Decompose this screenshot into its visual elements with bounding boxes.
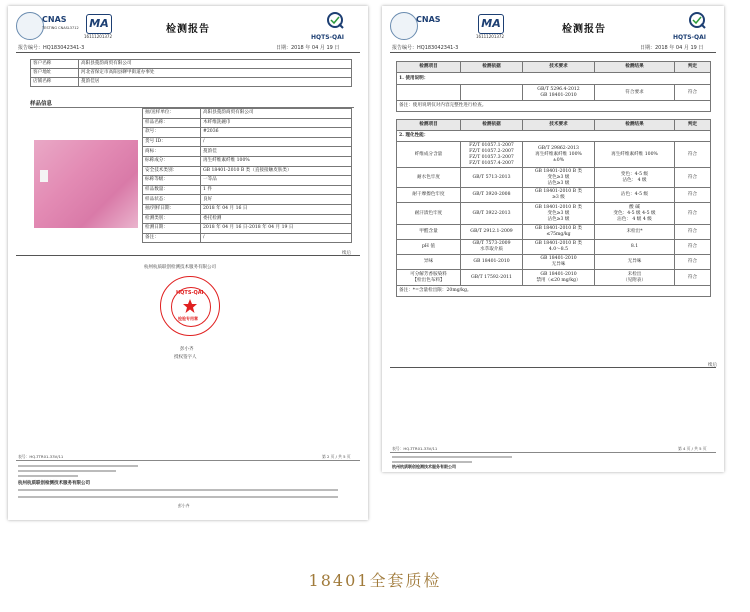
requirement-cell: GB 18401-2010 B 类 4.0～8.5 [523, 240, 595, 255]
judgement-cell: 符合 [675, 255, 711, 270]
page-number: 第 4 页 / 共 5 页 [678, 446, 707, 451]
cnas-sub-label: TESTING CNASL3712 [42, 26, 79, 30]
report-title: 检测报告 [166, 24, 210, 35]
report-title: 检测报告 [562, 24, 606, 35]
sample-row [143, 118, 352, 128]
item-cell: 耐汗渍色牢度 [397, 203, 461, 225]
sample-label: 样品数量： [143, 185, 201, 195]
result-cell: 8.1 [595, 240, 675, 255]
ma-number: 16111201372 [476, 34, 504, 39]
signer-name: 彭小齐 [180, 347, 194, 352]
column-header: 技术要求 [523, 62, 595, 73]
result-cell: 无异味 [595, 255, 675, 270]
header-rule [16, 52, 360, 53]
table-header-row [397, 120, 711, 131]
footer-company: 杭州杭质联创检测技术服务有限公司 [18, 481, 90, 486]
signer-title: 授权签字人 [174, 355, 197, 360]
sample-label: 标称等级： [143, 176, 201, 186]
result-cell: 酸 碱 变色：4-5 级 4-5 级 沾色： 4 级 4 级 [595, 203, 675, 225]
column-header: 判定 [675, 62, 711, 73]
item-cell [397, 85, 461, 101]
result-cell: 符合要求 [595, 85, 675, 101]
sample-row [143, 224, 352, 234]
sample-label: 安全技术类别： [143, 166, 201, 176]
seal-bottom-text: 检验专用章 [178, 316, 198, 321]
sample-row [143, 166, 352, 176]
sample-row [143, 233, 352, 243]
requirement-cell: GB/T 29862-2013 再生纤维素纤维 100% ±0% [523, 142, 595, 168]
requirement-cell: GB 18401-2010 B 类 变色≥3 级 沾色≥3 级 [523, 168, 595, 188]
judgement-cell: 符合 [675, 270, 711, 286]
cnas-logo-icon [390, 12, 418, 40]
requirement-cell: GB 18401-2010 B 类 ≤75mg/kg [523, 225, 595, 240]
judgement-cell: 符合 [675, 188, 711, 203]
table-row [397, 270, 711, 286]
sample-info-table [142, 108, 352, 243]
report-page-4 [382, 6, 724, 472]
client-value: 河北省保定市高阳县聊甲街道办事处 [79, 69, 352, 78]
column-header: 检测项目 [397, 62, 461, 73]
sample-label: 款号： [143, 128, 201, 138]
continued-note: 续后 [342, 251, 351, 256]
sample-value: GB 18401-2010 B 类（直接接触皮肤类） [201, 166, 352, 176]
judgement-cell: 符合 [675, 85, 711, 101]
sample-value: / [201, 233, 352, 243]
ma-number: 16111201372 [84, 34, 112, 39]
result-cell: 未检出 （见附表） [595, 270, 675, 286]
sample-value: 木纤维洗碗巾 [201, 118, 352, 128]
client-info-table [30, 59, 352, 87]
sample-row [143, 204, 352, 214]
hqts-logo-icon [680, 10, 714, 34]
sample-row [143, 214, 352, 224]
sample-value: 2018 年 04 月 16 日-2018 年 04 月 19 日 [201, 224, 352, 234]
sample-value: 委托检测 [201, 214, 352, 224]
requirement-cell: GB 18401-2010 B 类 ≥3 级 [523, 188, 595, 203]
sample-row [143, 147, 352, 157]
usage-section-title: 1. 使用说明： [397, 73, 711, 85]
table-header-row [397, 62, 711, 73]
sample-label: 抽/送样单位： [143, 109, 201, 119]
sample-label: 货号 ID： [143, 137, 201, 147]
judgement-cell: 符合 [675, 203, 711, 225]
result-cell: 未检出* [595, 225, 675, 240]
report-date: 日期：2018 年 04 月 19 日 [640, 45, 704, 51]
sample-label: 抽/到样日期： [143, 204, 201, 214]
column-header: 技术要求 [523, 120, 595, 131]
column-header: 检测依据 [461, 120, 523, 131]
report-page-2 [8, 6, 368, 520]
sample-row [143, 195, 352, 205]
judgement-cell: 符合 [675, 168, 711, 188]
hqts-logo-icon [318, 10, 352, 34]
sample-value: 蔓韵佳 [201, 147, 352, 157]
table-row [397, 240, 711, 255]
sample-section-title: 样品信息 [30, 101, 53, 107]
sample-value: / [201, 137, 352, 147]
footer-company: 杭州杭质联创检测技术服务有限公司 [392, 464, 456, 469]
basis-cell: GB/T 2912.1-2009 [461, 225, 523, 240]
sample-value: 良好 [201, 195, 352, 205]
sample-value: 一等品 [201, 176, 352, 186]
item-cell: 甲醛含量 [397, 225, 461, 240]
company-seal [160, 276, 220, 336]
sample-row [143, 156, 352, 166]
sample-row [143, 109, 352, 119]
physchem-section-title: 2. 理化性能： [397, 131, 711, 142]
sample-row [143, 185, 352, 195]
column-header: 判定 [675, 120, 711, 131]
column-header: 检测结果 [595, 120, 675, 131]
sample-row [143, 176, 352, 186]
item-cell: 可分解芳香胺染料 【检出色布料】 [397, 270, 461, 286]
judgement-cell: 符合 [675, 225, 711, 240]
sample-row [143, 137, 352, 147]
result-cell: 变色：4-5 级 沾色： 4 级 [595, 168, 675, 188]
column-header: 检测项目 [397, 120, 461, 131]
result-cell: 沾色：4-5 级 [595, 188, 675, 203]
requirement-cell: GB 18401-2010 禁用（≤20 mg/kg） [523, 270, 595, 286]
page-number: 第 2 页 / 共 5 页 [322, 454, 351, 459]
basis-cell: FZ/T 01057.1-2007 FZ/T 01057.2-2007 FZ/T 01057.3-2007 FZ/T 01057.4-2007 [461, 142, 523, 168]
ma-logo: MA [478, 14, 504, 34]
sample-label: 样品名称： [143, 118, 201, 128]
sample-label: 商标： [143, 147, 201, 157]
item-cell: 异味 [397, 255, 461, 270]
client-value: 高阳县蔓韵商贸有限公司 [79, 60, 352, 69]
basis-cell: GB/T 3922-2013 [461, 203, 523, 225]
report-header [8, 6, 368, 46]
test-results-table [396, 61, 711, 297]
issuer-company: 杭州杭质联创检测技术服务有限公司 [144, 265, 216, 270]
table-row [397, 255, 711, 270]
basis-cell: GB/T 7573-2009 水萃取介质 [461, 240, 523, 255]
usage-note: 备注：使用说明仅对内容完整性进行检查。 [397, 101, 711, 112]
judgement-cell: 符合 [675, 240, 711, 255]
sample-value: 1 件 [201, 185, 352, 195]
column-header: 检测结果 [595, 62, 675, 73]
table-row [397, 188, 711, 203]
sample-label: 备注： [143, 233, 201, 243]
image-caption: 18401全套质检 [308, 571, 442, 590]
requirement-cell: GB/T 5296.4-2012 GB 18401-2010 [523, 85, 595, 101]
column-header: 检测依据 [461, 62, 523, 73]
report-number: 报告编号：HQ183042341-3 [392, 45, 459, 51]
basis-cell: GB 18401-2010 [461, 255, 523, 270]
basis-cell: GB/T 17592-2011 [461, 270, 523, 286]
client-label: 店铺名称 [31, 78, 79, 87]
cnas-logo-icon [16, 12, 44, 40]
client-value: 蔓韵佳居 [79, 78, 352, 87]
cnas-label: CNAS [42, 15, 67, 24]
sample-label: 检测类别： [143, 214, 201, 224]
hqts-label: HQTS-QAI [311, 34, 345, 41]
sample-label: 标称成分： [143, 156, 201, 166]
sample-value: 2018 年 04 月 16 日 [201, 204, 352, 214]
sample-value: 再生纤维素纤维 100% [201, 156, 352, 166]
item-cell: 耐干摩擦色牢度 [397, 188, 461, 203]
sample-value: #2036 [201, 128, 352, 138]
sample-label-tag [40, 170, 48, 182]
form-code: 表号：HQ-TTR01-33V/11 [392, 446, 438, 451]
client-row [31, 60, 352, 69]
table-row [397, 168, 711, 188]
result-cell: 再生纤维素纤维 100% [595, 142, 675, 168]
table-row [397, 203, 711, 225]
client-label: 客户名称 [31, 60, 79, 69]
client-row [31, 78, 352, 87]
sample-row [143, 128, 352, 138]
report-date: 日期：2018 年 04 月 19 日 [276, 45, 340, 51]
star-icon [182, 298, 198, 314]
item-cell: pH 值 [397, 240, 461, 255]
continued-note: 续后 [708, 363, 717, 368]
detection-limit-note: 备注：*=含量检出限：20mg/kg。 [397, 286, 711, 297]
judgement-cell: 符合 [675, 142, 711, 168]
cnas-label: CNAS [416, 15, 441, 24]
client-row [31, 69, 352, 78]
table-row [397, 225, 711, 240]
item-cell: 纤维成分含量 [397, 142, 461, 168]
seal-top-text: HQTS-QAI [176, 290, 204, 296]
basis-cell: GB/T 5713-2013 [461, 168, 523, 188]
hqts-label: HQTS-QAI [673, 34, 707, 41]
requirement-cell: GB 18401-2010 B 类 变色≥3 级 沾色≥3 级 [523, 203, 595, 225]
basis-cell [461, 85, 523, 101]
report-header [382, 6, 724, 46]
sample-label: 检测日期： [143, 224, 201, 234]
footer-signer: 彭小齐 [178, 503, 190, 508]
sample-label: 样品状态： [143, 195, 201, 205]
ma-logo: MA [86, 14, 112, 34]
table-row [397, 142, 711, 168]
basis-cell: GB/T 3920-2008 [461, 188, 523, 203]
sample-value: 高阳县蔓韵商贸有限公司 [201, 109, 352, 119]
item-cell: 耐水色牢度 [397, 168, 461, 188]
sample-photo [34, 140, 138, 228]
table-row [397, 85, 711, 101]
requirement-cell: GB 18401-2010 无异味 [523, 255, 595, 270]
client-label: 客户地址 [31, 69, 79, 78]
report-number: 报告编号：HQ183042341-3 [18, 45, 85, 51]
form-code: 表号：HQ-TTR01-33V/11 [18, 454, 64, 459]
